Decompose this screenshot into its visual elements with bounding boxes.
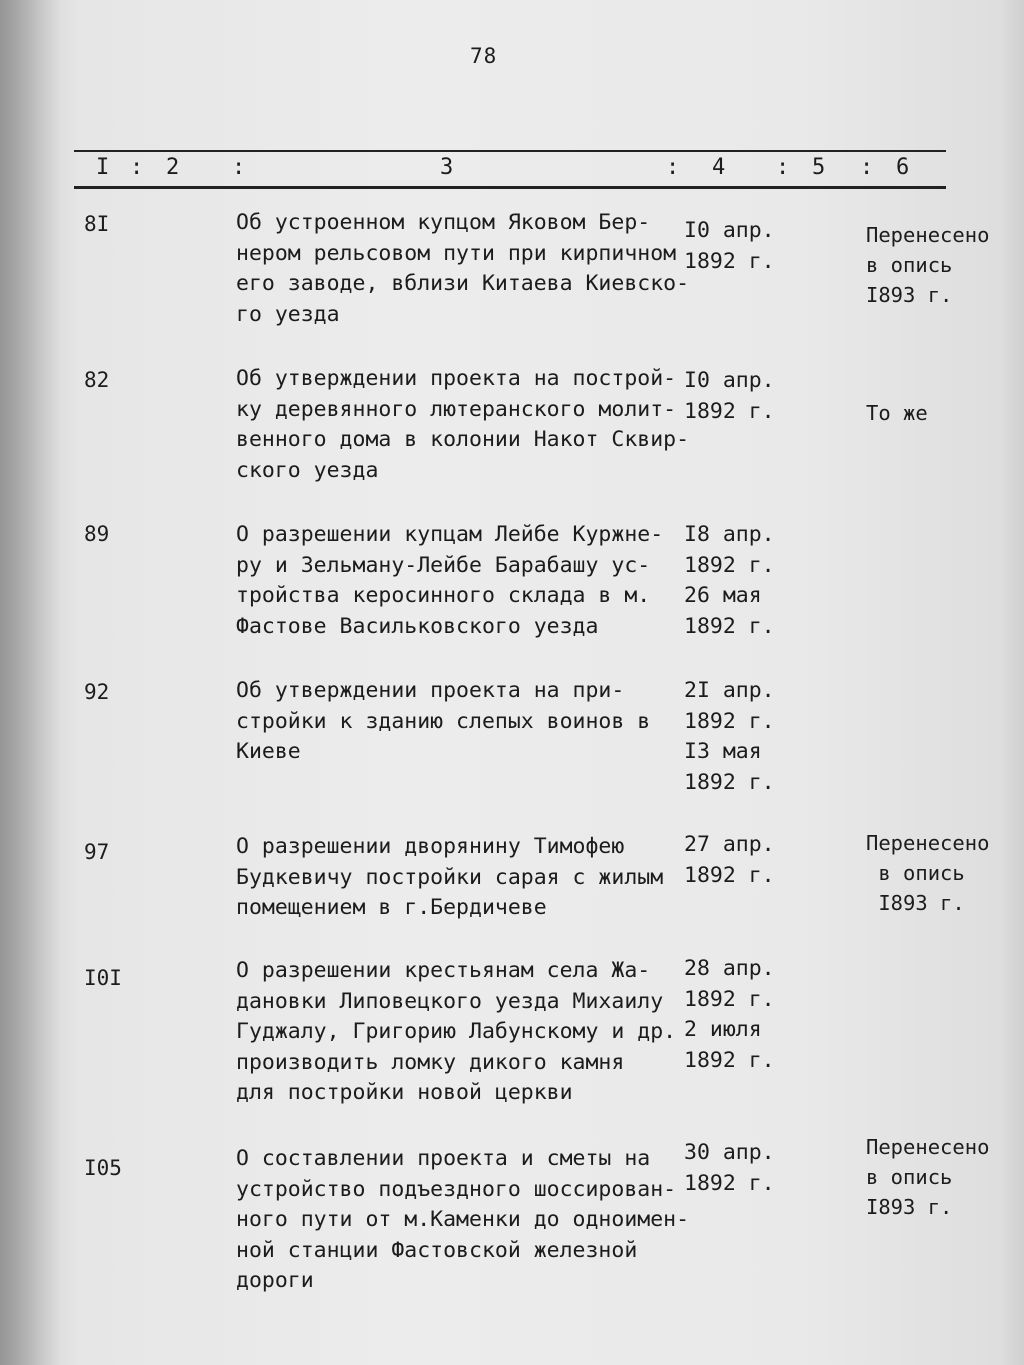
entry-note: То же xyxy=(866,401,928,425)
column-header-1: I xyxy=(96,155,110,180)
entry-date: 30 апр. 1892 г. xyxy=(684,1140,775,1196)
entry-date: 27 апр. 1892 г. xyxy=(684,832,775,888)
entry-date: 28 апр. 1892 г. 2 июля 1892 г. xyxy=(684,956,775,1073)
entry-number: 8I xyxy=(84,212,110,236)
entry-number: 92 xyxy=(84,680,110,704)
entry-title: О разрешении купцам Лейбе Куржне- ру и Зельману-Лейбе Барабашу ус- тройства керосинного склада в м. Фастове Васильковского уезда xyxy=(236,522,664,639)
entry-title: О составлении проекта и сметы на устройство подъездного шоссирован- ного пути от м.Каменки до одноимен- ной станции Фастовской железной дороги xyxy=(236,1146,690,1293)
entry-note: Перенесено в опись I893 г. xyxy=(866,223,990,307)
page-number: 78 xyxy=(470,44,498,68)
entry-date: 2I апр. 1892 г. I3 мая 1892 г. xyxy=(684,678,775,795)
column-header-3: 3 xyxy=(440,155,454,180)
entry-note: Перенесено в опись I893 г. xyxy=(866,831,990,915)
entry-number: 82 xyxy=(84,368,110,392)
column-separator: : xyxy=(776,155,790,180)
entry-note: Перенесено в опись I893 г. xyxy=(866,1135,990,1219)
column-separator: : xyxy=(130,155,144,180)
entry-title: Об утверждении проекта на при- стройки к зданию слепых воинов в Киеве xyxy=(236,678,651,764)
column-separator: : xyxy=(232,155,246,180)
entry-number: I05 xyxy=(84,1156,122,1180)
entry-title: О разрешении крестьянам села Жа- дановки Липовецкого уезда Михаилу Гуджалу, Григорию Лабунскому и др. производить ломку дикого камня для постройки новой церкви xyxy=(236,958,677,1105)
column-header-2: 2 xyxy=(166,155,180,180)
entry-title: Об устроенном купцом Яковом Бер- нером рельсовом пути при кирпичном его заводе, вблизи Китаева Киевско- го уезда xyxy=(236,210,690,327)
binding-shadow xyxy=(0,0,60,1365)
column-header-4: 4 xyxy=(712,155,726,180)
entry-date: I8 апр. 1892 г. 26 мая 1892 г. xyxy=(684,522,775,639)
entry-date: I0 апр. 1892 г. xyxy=(684,368,775,424)
entry-number: 97 xyxy=(84,840,110,864)
header-rule-bottom xyxy=(74,186,946,189)
column-separator: : xyxy=(860,155,874,180)
entry-number: 89 xyxy=(84,522,110,546)
entry-title: О разрешении дворянину Тимофею Будкевичу постройки сарая с жилым помещением в г.Бердичеве xyxy=(236,834,664,920)
entry-title: Об утверждении проекта на построй- ку деревянного лютеранского молит- венного дома в колонии Накот Сквир- ского уезда xyxy=(236,366,690,483)
entry-number: I0I xyxy=(84,966,122,990)
column-header-5: 5 xyxy=(812,155,826,180)
column-header-6: 6 xyxy=(896,155,910,180)
entry-date: I0 апр. 1892 г. xyxy=(684,218,775,274)
header-rule-top xyxy=(74,150,946,152)
column-separator: : xyxy=(666,155,680,180)
